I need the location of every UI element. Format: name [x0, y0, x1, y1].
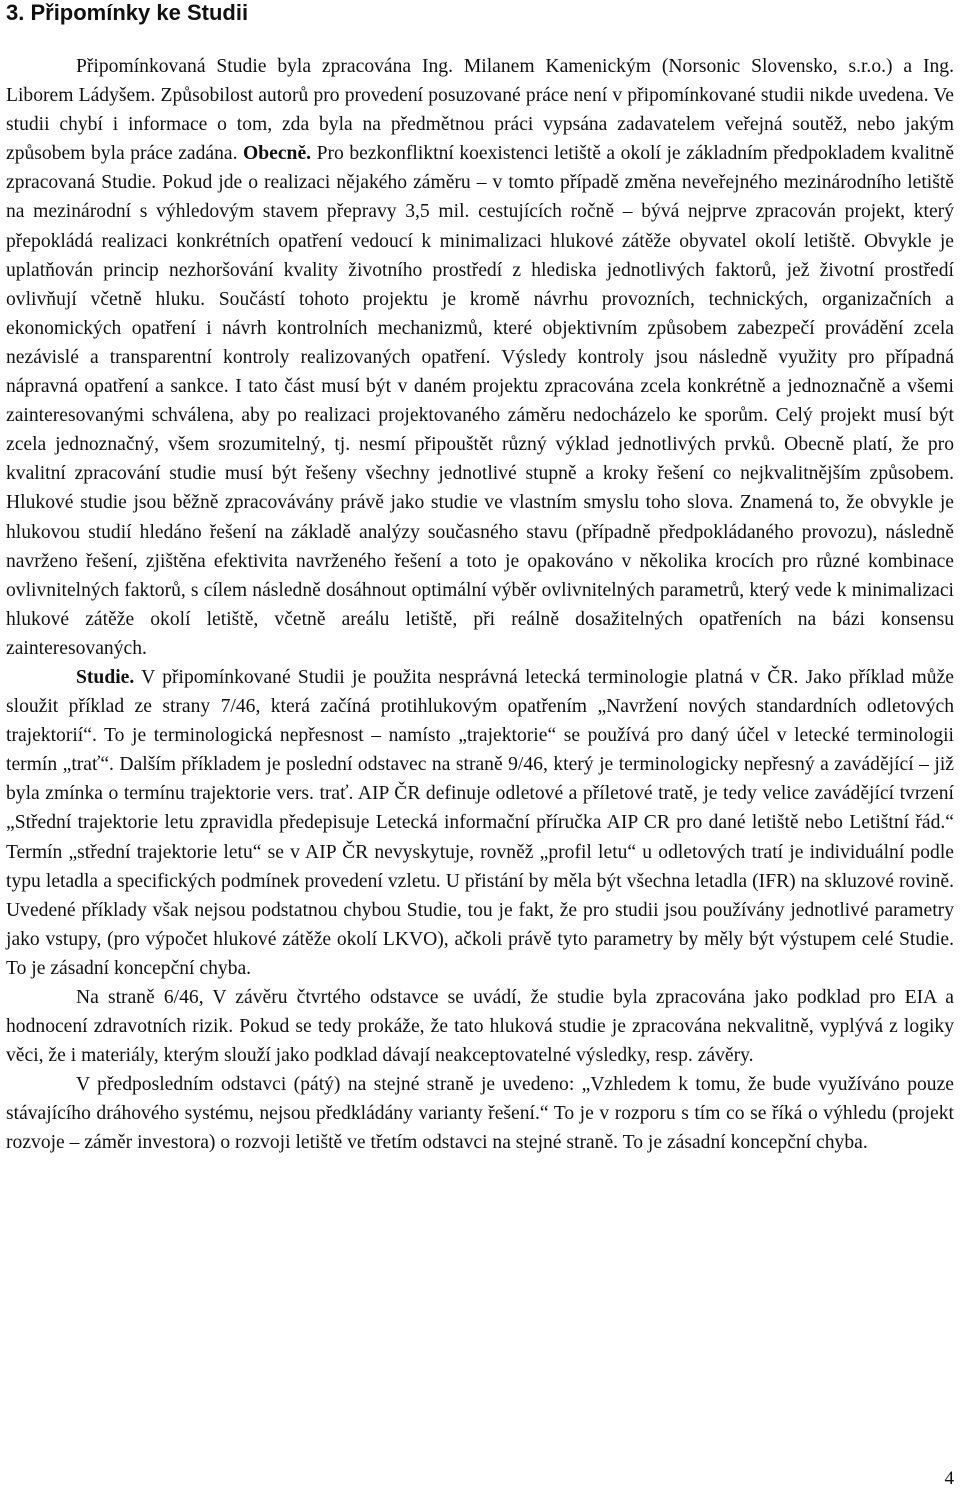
bold-run: Obecně. [243, 143, 312, 165]
paragraph [6, 1070, 954, 1157]
section-heading: 3. Připomínky ke Studii [6, 0, 249, 25]
paragraph [6, 663, 954, 983]
document-body [6, 52, 954, 1158]
text-run: V předposledním odstavci (pátý) na stejné straně je uvedeno: „Vzhledem k tomu, že bude využíváno pouze stávajícího dráhového systému, nejsou předkládány varianty řešení.“ To je v rozporu s tím co se říká o výhledu (projekt rozvoje – záměr investora) o rozvoji letiště ve třetím odstavci na stejné straně. To je zásadní koncepční chyba. [6, 1074, 954, 1154]
page-number: 4 [944, 1468, 954, 1489]
bold-run: Studie. [76, 666, 135, 688]
text-run: Pro bezkonfliktní koexistenci letiště a okolí je základním předpokladem kvalitně zpracovaná Studie. Pokud jde o realizaci nějakého záměru – v tomto případě změna neveřejného mezinárodního letiště na mezinárodní s výhledovým stavem přepravy 3,5 mil. cestujících ročně – bývá nejprve zpracován projekt, který přepokládá realizaci konkrétních opatření vedoucí k minimalizaci hlukové zátěže obyvatel okolí letiště. Obvykle je uplatňován princip nezhoršování kvality životního prostředí z hlediska jednotlivých faktorů, jež životní prostředí ovlivňují včetně hluku. Součástí tohoto projektu je kromě návrhu provozních, technických, organizačních a ekonomických opatření i návrh kontrolních mechanizmů, které objektivním způsobem zabezpečí provádění zcela nezávislé a transparentní kontroly realizovaných opatření. Výsledy kontroly jsou následně využity pro případná nápravná opatření a sankce. I tato část musí být v daném projektu zpracována zcela konkrétně a jednoznačně a všemi zainteresovanými schválena, aby po realizaci projektovaného záměru nedocházelo ke sporům. Celý projekt musí být zcela jednoznačný, všem srozumitelný, tj. nesmí připouštět různý výklad jednotlivých prvků. Obecně platí, že pro kvalitní zpracování studie musí být řešeny všechny jednotlivé stupně a kroky řešení co nejkvalitnějším způsobem. Hlukové studie jsou běžně zpracovávány právě jako studie ve vlastním smyslu toho slova. Znamená to, že obvykle je hlukovou studií hledáno řešení na základě analýzy současného stavu (případně předpokládaného provozu), následně navrženo řešení, zjištěna efektivita navrženého řešení a toto je opakováno v několika krocích pro různé kombinace ovlivnitelných faktorů, s cílem následně dosáhnout optimální výběr ovlivnitelných parametrů, který vede k minimalizaci hlukové zátěže okolí letiště, včetně areálu letiště, při reálně dosažitelných opatřeních na bázi konsensu zainteresovaných. [6, 143, 955, 659]
paragraph [6, 52, 954, 663]
text-run: Na straně 6/46, V závěru čtvrtého odstavce se uvádí, že studie byla zpracována jako podklad pro EIA a hodnocení zdravotních rizik. Pokud se tedy prokáže, že tato hluková studie je zpracována nekvalitně, vyplývá z logiky věci, že i materiály, kterým slouží jako podklad dávají neakceptovatelné výsledky, resp. závěry. [6, 987, 954, 1067]
paragraph [6, 983, 954, 1070]
text-run: V připomínkované Studii je použita nesprávná letecká terminologie platná v ČR. Jako příklad může sloužit příklad ze strany 7/46, která začíná protihlukovým opatřením „Navržení nových standardních odletových trajektorií“. To je terminologická nepřesnost – namísto „trajektorie“ se používá pro daný účel v letecké terminologii termín „trať“. Dalším příkladem je poslední odstavec na straně 9/46, který je terminologicky nepřesný a zavádějící – již byla zmínka o termínu trajektorie vers. trať. AIP ČR definuje odletové a příletové tratě, je tedy velice zavádějící tvrzení „Střední trajektorie letu zpravidla předepisuje Letecká informační příručka AIP CR pro dané letiště nebo Letištní řád.“ Termín „střední trajektorie letu“ se v AIP ČR nevyskytuje, rovněž „profil letu“ u odletových tratí je individuální podle typu letadla a specifických podmínek provedení vzletu. U přistání by měla být všechna letadla (IFR) na skluzové rovině. Uvedené příklady však nejsou podstatnou chybou Studie, tou je fakt, že pro studii jsou používány jednotlivé parametry jako vstupy, (pro výpočet hlukové zátěže okolí LKVO), ačkoli právě tyto parametry by měly být výstupem celé Studie. To je zásadní koncepční chyba. [6, 666, 954, 979]
text-run: Připomínkovaná Studie byla zpracována Ing. Milanem Kamenickým (Norsonic Slovensko, s.r.o.) a Ing. Liborem Ládyšem. Způsobilost autorů pro provedení posuzované práce není v připomínkované studii nikde uvedena. Ve studii chybí i informace o tom, zda byla na předmětnou práci vypsána zadavatelem veřejná soutěž, nebo jakým způsobem byla práce zadána. [6, 56, 954, 165]
